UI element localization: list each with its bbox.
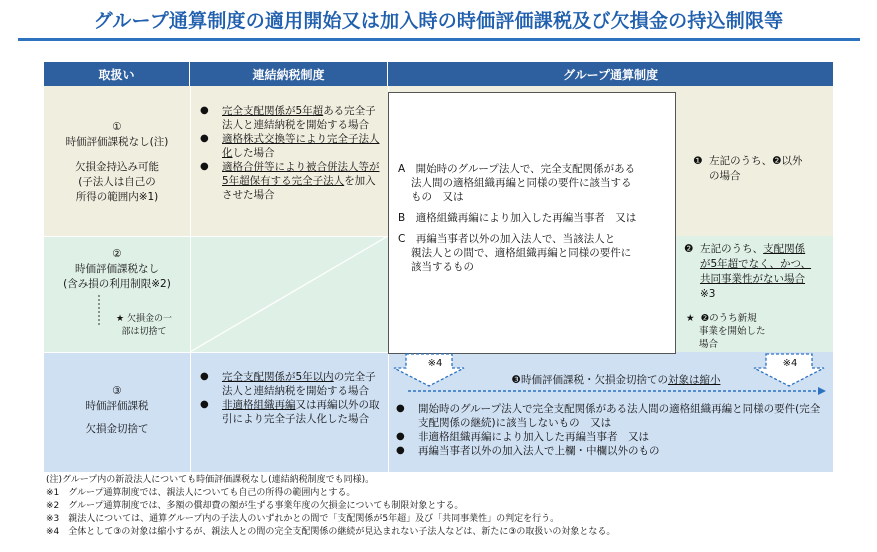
row-divider [44, 352, 388, 353]
list-item-underlined: 完全支配関係が5年以内 [222, 371, 334, 383]
star-icon: ★ [686, 313, 695, 324]
list-item-underlined: 非適格組織再編 [222, 399, 296, 411]
right-row2-l4: ※3 [700, 288, 716, 300]
star-icon: ★ [116, 314, 125, 324]
header-handling: 取扱い [44, 62, 190, 86]
list-item-text: の完全子法人と連結納税を開始する場合 [222, 371, 376, 397]
center-c-line1: C 再編当事者以外の加入法人で、当該法人と [398, 233, 616, 245]
arrow-left-note: ※4 [427, 358, 443, 369]
filled-circle-2-icon: ❷ [684, 243, 694, 255]
row1-line1: 時価評価課税なし(注) [65, 136, 169, 148]
list-item [200, 132, 384, 160]
list-item-underlined: 完全支配関係が5年超 [222, 105, 324, 117]
list-item-text: 非適格組織再編により加入した再編当事者 又は [418, 431, 649, 443]
arrow-right-note: ※4 [782, 358, 798, 369]
row2-line1: 時価評価課税なし [75, 263, 159, 275]
row2-note-connector [92, 295, 106, 325]
right-row2-s3: 場合 [699, 339, 719, 350]
right-row2-l1a: 左記のうち、 [700, 243, 764, 255]
header-renketsu: 連結納税制度 [190, 62, 388, 86]
right-row2-note [686, 312, 826, 351]
footnote-4: ※4 全体として③の対象は縮小するが、親法人との間の完全支配関係の継続が見込まれない子法人などは、新たに③の取扱いの対象となる。 [46, 527, 616, 537]
list-item-text: を加入させた場合 [222, 175, 376, 201]
list-item-text: 開始時のグループ法人で完全支配関係がある法人間の適格組織再編と同様の要件(完全支配関係の継続)に該当しないもの 又は [418, 403, 821, 429]
row1-label [44, 120, 190, 205]
tsusan-right-row2 [684, 242, 833, 302]
list-item [200, 398, 384, 426]
list-item [396, 402, 828, 430]
tsusan-row3-list [396, 402, 828, 458]
row3-arrow-line [408, 386, 826, 396]
right-row2-s1: ❷のうち新規 [700, 313, 757, 324]
filled-circle-1-icon: ❶ [693, 155, 703, 167]
tsusan-center-text [398, 162, 674, 274]
title-underline [18, 38, 860, 41]
row3-line1: 時価評価課税 [85, 400, 149, 412]
row2-note-line2: 部は切捨て [121, 327, 167, 337]
list-item-text: 再編当事者以外の加入法人で上欄・中欄以外のもの [418, 445, 660, 457]
center-c-line2: 親法人との間で、適格組織再編と同様の要件に [411, 247, 632, 259]
footnote-note: (注)グループ内の新設法人についても時価評価課税なし(連結納税制度でも同様)。 [46, 475, 375, 485]
right-row1-line1: 左記のうち、❷以外 [709, 155, 803, 167]
list-item [200, 160, 384, 202]
row3-heading-a: ❸時価評価課税・欠損金切捨ての [511, 374, 668, 386]
row3-heading [478, 372, 754, 387]
list-item-text: した場合 [232, 147, 275, 159]
list-item-text: 又は再編以外の取引により完全子法人化した場合 [222, 399, 380, 425]
row3-label [44, 384, 190, 437]
list-item-underlined: 適格株式交換等により完全子法人化 [222, 133, 380, 159]
page-title: グループ通算制度の適用開始又は加入時の時価評価課税及び欠損金の持込制限等 [93, 10, 784, 32]
renketsu-row2-diagonal [190, 236, 388, 352]
row1-line2: 欠損金持込み可能 [75, 161, 159, 173]
right-row2-l3: 共同事業性がない場合 [700, 273, 805, 285]
footnotes [46, 474, 866, 539]
list-item-underlined: 適格合併等により被合併法人等が5年超保有する完全子法人 [222, 161, 380, 187]
center-a-line2: 法人間の適格組織再編と同様の要件に該当する [411, 177, 632, 189]
right-row2-s2: 事業を開始した [699, 326, 766, 337]
right-row1-line2: の場合 [709, 170, 741, 182]
center-c-line3: 該当するもの [411, 261, 474, 273]
list-item [200, 370, 384, 398]
center-a-line3: もの 又は [411, 191, 464, 203]
list-item [396, 444, 828, 458]
row2-number: ② [112, 248, 122, 260]
footnote-2: ※2 グループ通算制度では、多額の償却費の額が生ずる事業年度の欠損金についても制限対象とする。 [46, 501, 464, 511]
renketsu-row3-list [200, 370, 384, 426]
row2-note [104, 313, 184, 339]
footnote-3: ※3 親法人については、通算グループ内の子法人のいずれかとの間で「支配関係が5年超」及び「共同事業性」の判定を行う。 [46, 514, 560, 524]
header-tsusan: グループ通算制度 [388, 62, 833, 86]
row2-note-line1: 欠損金の一 [126, 314, 172, 324]
right-row2-l2: が5年超でなく、かつ、 [700, 258, 812, 270]
footnote-1: ※1 グループ通算制度では、親法人についても自己の所得の範囲内とする。 [46, 488, 356, 498]
renketsu-row1-list [200, 104, 384, 202]
right-row2-l1b: 支配関係 [763, 243, 806, 255]
row3-number: ③ [112, 385, 122, 397]
center-b-line1: B 適格組織再編により加入した再編当事者 又は [398, 212, 637, 224]
row3-line2: 欠損金切捨て [85, 423, 149, 435]
tsusan-right-row1 [693, 154, 829, 184]
list-item [200, 104, 384, 132]
row1-line3: (子法人は自己の [78, 176, 156, 188]
row1-number: ① [112, 121, 122, 133]
list-item [396, 430, 828, 444]
row2-line2: (含み損の利用制限※2) [63, 278, 171, 290]
row2-label [44, 247, 190, 292]
row3-heading-b: 対象は縮小 [667, 374, 721, 386]
center-a-line1: A 開始時のグループ法人で、完全支配関係がある [398, 163, 636, 175]
list-item-text: ある完全子法人と連結納税を開始する場合 [222, 105, 376, 131]
row1-line4: 所得の範囲内※1) [75, 191, 159, 203]
